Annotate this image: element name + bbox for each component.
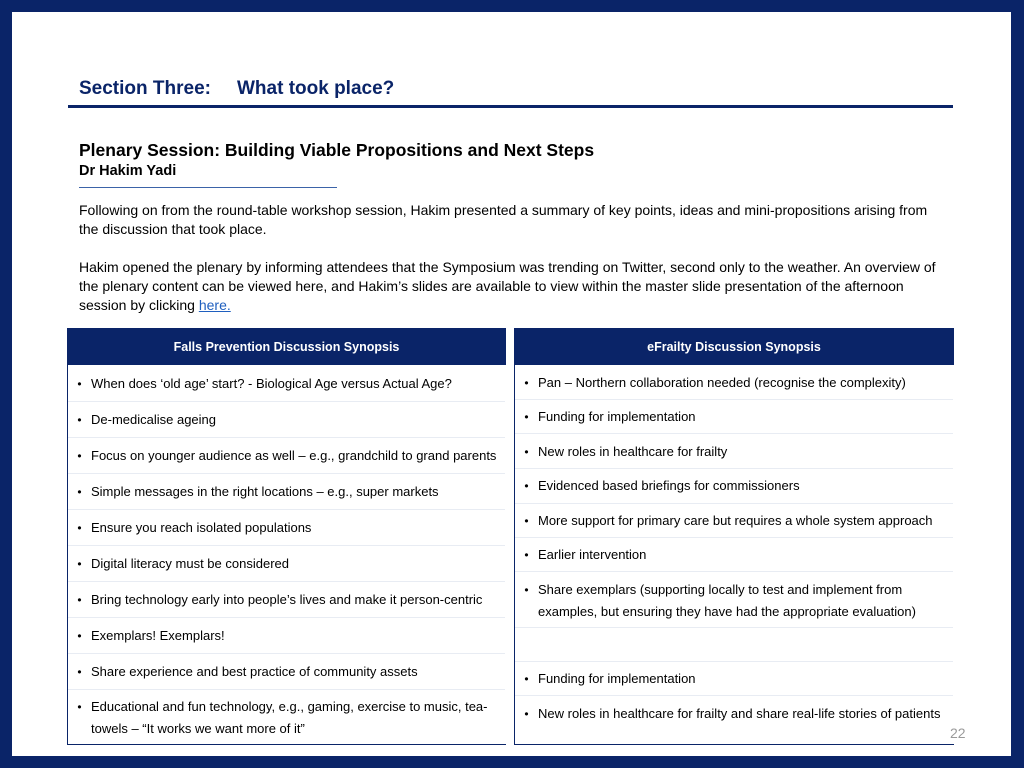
row-divider (68, 545, 505, 546)
list-item (68, 553, 505, 575)
list-item-text: Focus on younger audience as well – e.g., grandchild to grand parents (91, 448, 497, 463)
bullet: • (77, 629, 82, 643)
plenary-paragraph-text: Hakim opened the plenary by informing attendees that the Symposium was trending on Twitter, second only to the weather. An overview of the plenary content can be viewed here, and Hakim’s slides are available to view within the master slide presentation of the afternoon session by clicking (79, 259, 936, 313)
bullet: • (524, 445, 529, 459)
speaker-divider (79, 187, 337, 188)
row-divider (515, 503, 953, 504)
list-item (68, 481, 505, 503)
section-label: Section Three: (79, 78, 211, 99)
list-item (68, 625, 505, 647)
page-number: 22 (950, 725, 966, 741)
list-item (515, 703, 953, 725)
plenary-paragraph (79, 258, 939, 315)
bullet: • (524, 479, 529, 493)
efrailty-panel (514, 328, 954, 745)
list-item (515, 544, 953, 566)
list-item (68, 517, 505, 539)
list-item-text: Earlier intervention (538, 547, 647, 562)
bullet: • (524, 707, 529, 721)
list-item-text: More support for primary care but requires a whole system approach (538, 513, 933, 528)
row-divider (515, 468, 953, 469)
list-item-text: Funding for implementation (538, 671, 696, 686)
bullet: • (524, 514, 529, 528)
falls-prevention-panel (67, 328, 506, 745)
list-item-text: Funding for implementation (538, 409, 696, 424)
row-divider (68, 689, 505, 690)
row-divider (515, 627, 953, 628)
row-divider (68, 581, 505, 582)
list-item-text: Pan – Northern collaboration needed (recognise the complexity) (538, 375, 906, 390)
list-item-text: Ensure you reach isolated populations (91, 520, 312, 535)
bullet: • (524, 410, 529, 424)
bullet: • (77, 413, 82, 427)
list-item (515, 441, 953, 463)
list-item-text: New roles in healthcare for frailty (538, 444, 728, 459)
list-item-text: De-medicalise ageing (91, 412, 217, 427)
bullet: • (77, 593, 82, 607)
list-item (515, 668, 953, 690)
list-item (68, 445, 505, 467)
list-item (515, 510, 953, 532)
row-divider (515, 433, 953, 434)
bullet: • (524, 583, 529, 597)
bullet: • (524, 548, 529, 562)
row-divider (68, 437, 505, 438)
list-item (515, 579, 953, 623)
bullet: • (77, 557, 82, 571)
row-divider (515, 695, 953, 696)
list-item (515, 406, 953, 428)
list-item-text: New roles in healthcare for frailty and share real-life stories of patients (538, 706, 941, 721)
list-item-text: Share experience and best practice of community assets (91, 664, 418, 679)
speaker-name: Dr Hakim Yadi (79, 163, 177, 179)
efrailty-panel-header: eFrailty Discussion Synopsis (515, 329, 953, 365)
row-divider (515, 661, 953, 662)
list-item (68, 696, 505, 740)
list-item (68, 589, 505, 611)
list-item (515, 372, 953, 394)
row-divider (515, 571, 953, 572)
list-item (68, 661, 505, 683)
list-item (68, 373, 505, 395)
section-title: What took place? (236, 78, 395, 99)
list-item-text: Share exemplars (supporting locally to test and implement from examples, but ensuring they have had the appropriate evaluation) (538, 582, 916, 619)
row-divider (68, 401, 505, 402)
section-divider (68, 105, 953, 108)
list-item-text: When does ‘old age’ start? - Biological Age versus Actual Age? (91, 376, 452, 391)
row-divider (68, 473, 505, 474)
list-item-text: Simple messages in the right locations – e.g., super markets (91, 484, 439, 499)
row-divider (515, 399, 953, 400)
slides-link[interactable]: here. (198, 297, 231, 313)
falls-panel-header: Falls Prevention Discussion Synopsis (68, 329, 505, 365)
list-item-text: Digital literacy must be considered (91, 556, 289, 571)
plenary-title: Plenary Session: Building Viable Propositions and Next Steps (79, 140, 595, 160)
row-divider (68, 509, 505, 510)
bullet: • (77, 700, 82, 714)
row-divider (515, 537, 953, 538)
bullet: • (77, 449, 82, 463)
section-heading (79, 78, 394, 100)
list-item (515, 475, 953, 497)
list-item (68, 409, 505, 431)
bullet: • (524, 376, 529, 390)
list-item-text: Exemplars! Exemplars! (91, 628, 225, 643)
list-item-text: Evidenced based briefings for commissioners (538, 478, 800, 493)
bullet: • (77, 485, 82, 499)
bullet: • (77, 377, 82, 391)
slide (12, 12, 1011, 756)
intro-paragraph: Following on from the round-table workshop session, Hakim presented a summary of key points, ideas and mini-propositions arising from the discussion that took place. (79, 202, 928, 237)
bullet: • (77, 521, 82, 535)
row-divider (68, 653, 505, 654)
list-item-text: Bring technology early into people’s lives and make it person-centric (91, 592, 483, 607)
list-item-text: Educational and fun technology, e.g., gaming, exercise to music, tea-towels – “It works we want more of it” (91, 699, 488, 736)
bullet: • (524, 672, 529, 686)
row-divider (68, 617, 505, 618)
bullet: • (77, 665, 82, 679)
